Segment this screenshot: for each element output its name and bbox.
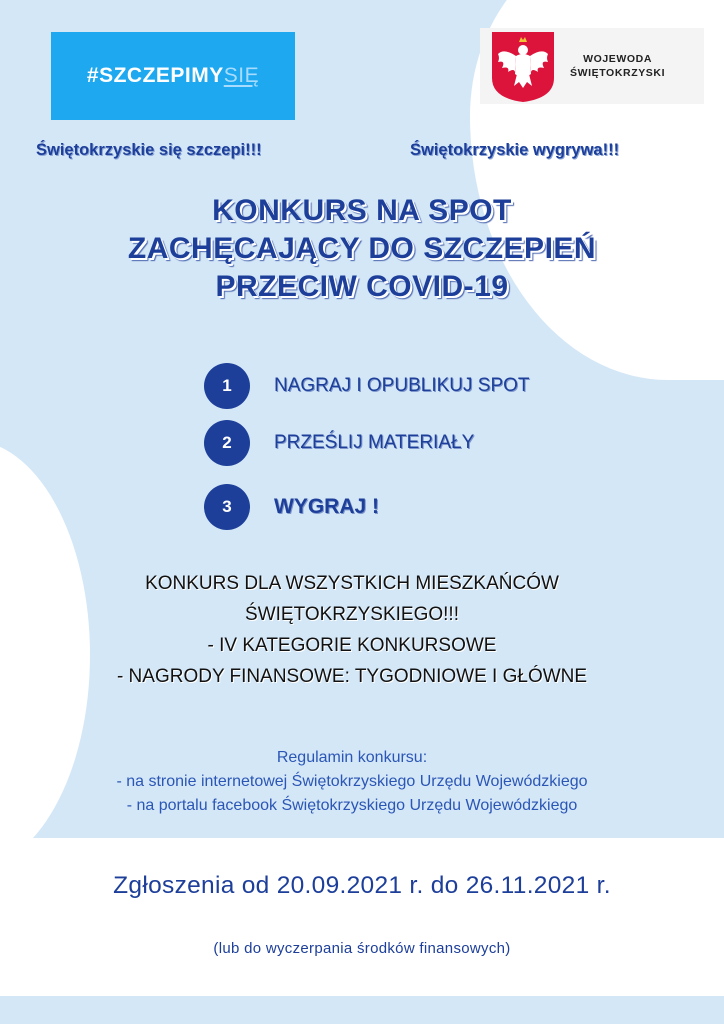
page-title — [0, 192, 724, 306]
info-line-2: ŚWIĘTOKRZYSKIEGO!!! — [245, 604, 459, 625]
step-number-badge: 2 — [204, 420, 250, 466]
slogan-right: Świętokrzyskie wygrywa!!! — [410, 141, 620, 159]
title-line-2: ZACHĘCAJĄCY DO SZCZEPIEŃ — [127, 232, 597, 265]
bottom-strip — [0, 996, 724, 1024]
contest-info — [0, 568, 704, 692]
rules-section — [0, 746, 704, 818]
funds-note: (lub do wyczerpania środków finansowych) — [213, 940, 511, 957]
dates-panel — [0, 838, 724, 996]
polish-eagle-emblem-icon — [486, 28, 560, 104]
step-number-badge: 1 — [204, 363, 250, 409]
step-label: PRZEŚLIJ MATERIAŁY — [274, 432, 475, 453]
step-label: WYGRAJ ! — [274, 495, 379, 518]
rules-heading: Regulamin konkursu: — [276, 749, 428, 766]
rules-item-website: - na stronie internetowej Świętokrzyskiego Urzędu Wojewódzkiego — [116, 773, 588, 790]
szczepimy-sie-logo — [51, 32, 295, 120]
logo-hashtag: #SZCZEPIMY — [86, 64, 224, 87]
title-line-3: PRZECIW COVID-19 — [215, 270, 509, 303]
governor-badge — [480, 28, 704, 104]
step-label: NAGRAJ I OPUBLIKUJ SPOT — [274, 375, 530, 396]
info-line-3: - IV KATEGORIE KONKURSOWE — [207, 635, 497, 656]
info-line-1: KONKURS DLA WSZYSTKICH MIESZKAŃCÓW — [145, 573, 559, 594]
info-line-4: - NAGRODY FINANSOWE: TYGODNIOWE I GŁÓWNE — [116, 666, 588, 687]
step-number-badge: 3 — [204, 484, 250, 530]
governor-title — [570, 52, 665, 80]
step-2 — [204, 420, 474, 466]
step-1 — [204, 363, 530, 409]
step-3 — [204, 484, 379, 530]
governor-line-1: WOJEWODA — [583, 53, 653, 65]
submission-dates: Zgłoszenia od 20.09.2021 r. do 26.11.2021 r. — [113, 872, 611, 899]
governor-line-2: ŚWIĘTOKRZYSKI — [570, 67, 666, 79]
rules-item-facebook: - na portalu facebook Świętokrzyskiego Urzędu Wojewódzkiego — [126, 797, 578, 814]
title-line-1: KONKURS NA SPOT — [212, 194, 512, 227]
slogan-left: Świętokrzyskie się szczepi!!! — [36, 141, 262, 159]
logo-suffix: SIĘ — [223, 64, 260, 87]
